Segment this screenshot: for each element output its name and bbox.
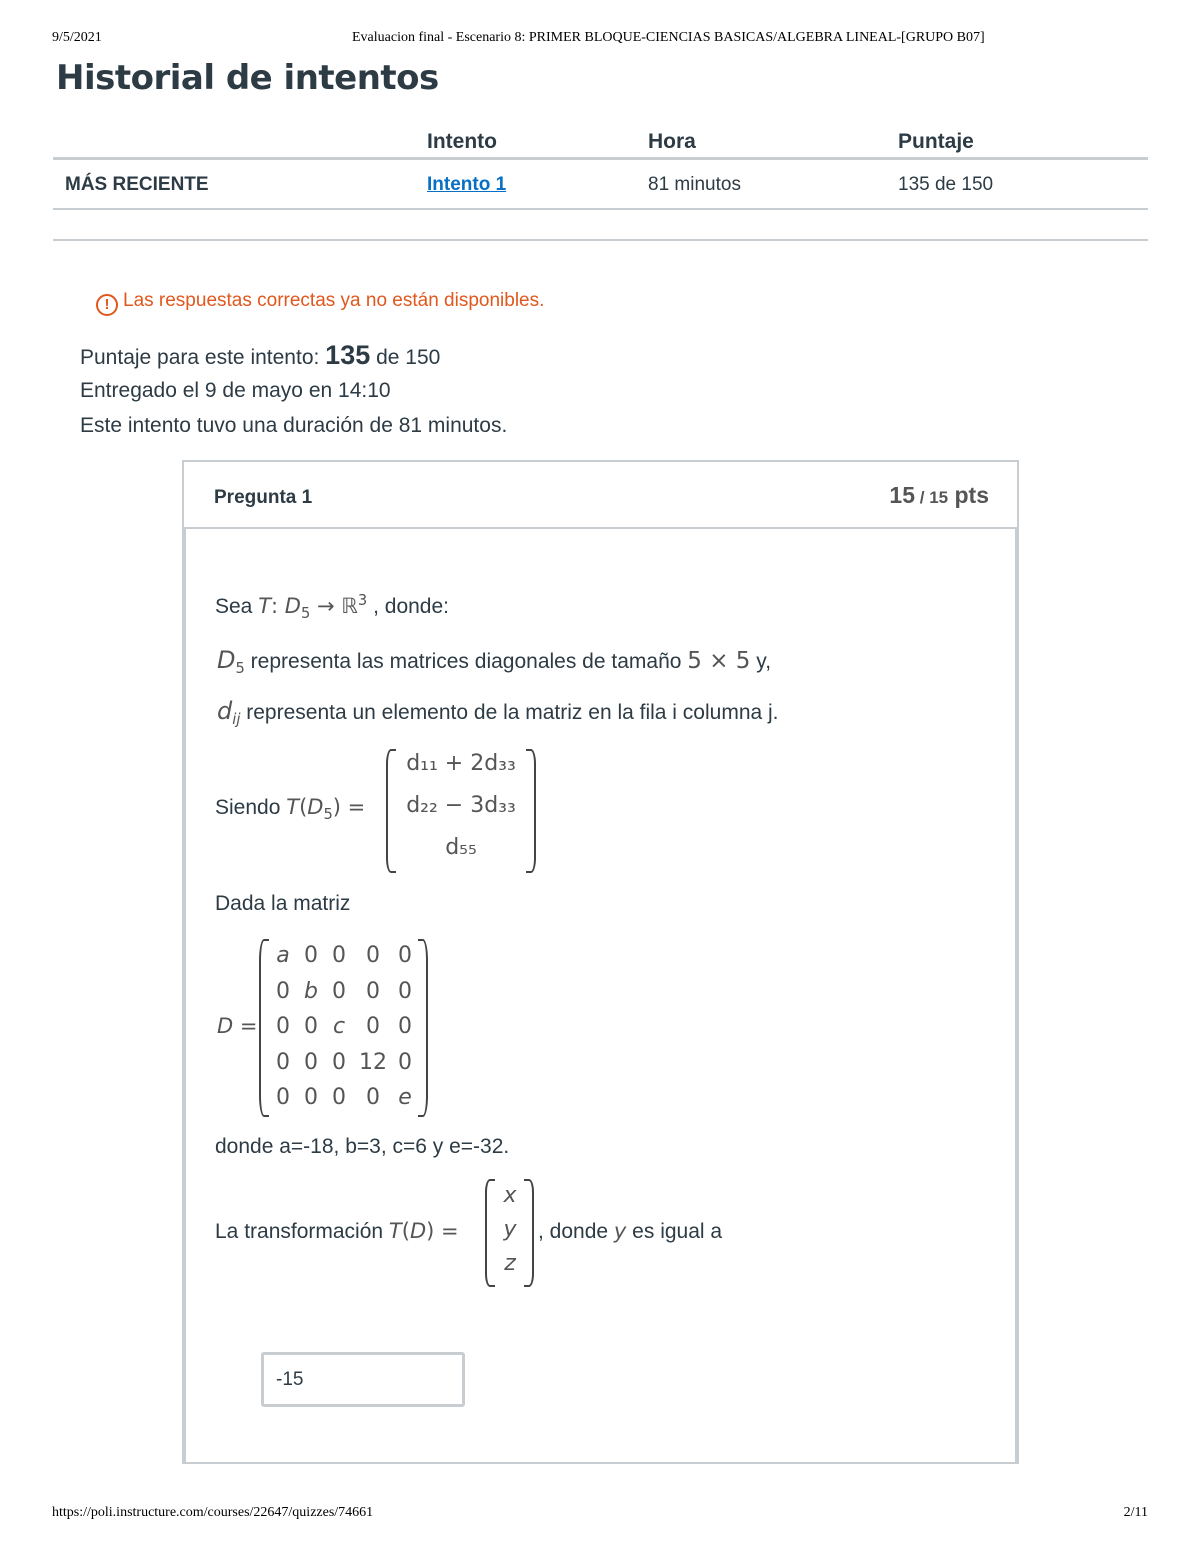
col-header-puntaje: Puntaje: [898, 130, 974, 153]
matrix-cell: 0: [366, 1014, 380, 1039]
matrix-d: [272, 943, 424, 1115]
matrix-cell: 0: [276, 1050, 290, 1075]
question-points: 15 / 15 pts: [889, 482, 989, 508]
warning-icon: !: [96, 294, 118, 316]
math-mapping: T: [258, 594, 272, 618]
question-line-1: Sea T: $D_5$ → ℝ$^3$ , donde:: [215, 592, 449, 623]
answers-unavailable-notice: [96, 290, 544, 316]
answer-field[interactable]: [261, 1352, 465, 1407]
submitted-line: Entregado el 9 de mayo en 14:10: [80, 379, 391, 402]
matrix-cell: b: [304, 979, 318, 1004]
matrix-cell: 0: [304, 1050, 318, 1075]
col-header-intento: Intento: [427, 130, 497, 153]
matrix-cell: c: [332, 1014, 346, 1039]
left-paren: [485, 1179, 495, 1287]
score-value: 135: [325, 340, 371, 370]
right-paren: [524, 1179, 534, 1287]
print-date: 9/5/2021: [52, 30, 102, 45]
matrix-cell: 0: [398, 943, 412, 968]
question-title: Pregunta 1: [214, 487, 313, 508]
answer-value: -15: [276, 1369, 304, 1390]
question-header: [184, 462, 1017, 529]
conditions-line: donde a=-18, b=3, c=6 y e=-32.: [215, 1135, 510, 1158]
matrix-cell: 0: [332, 1050, 346, 1075]
matrix-cell: 0: [332, 979, 346, 1004]
question-line-3: $d_{ij}$ representa un elemento de la matriz en la fila i columna j.: [217, 697, 779, 729]
attempt-summary: [80, 338, 507, 443]
table-row: [53, 160, 1148, 210]
print-doc-title: Evaluacion final - Escenario 8: PRIMER BLOQUE-CIENCIAS BASICAS/ALGEBRA LINEAL-[GRUPO B07]: [352, 30, 985, 45]
transform-line: La transformación T(D) =: [215, 1219, 459, 1243]
attempt-link[interactable]: Intento 1: [427, 174, 507, 195]
attempt-score: 135 de 150: [898, 174, 994, 195]
matrix-cell: 0: [332, 1085, 346, 1110]
matrix-cell: a: [276, 943, 290, 968]
vector-entry: d₁₁ + 2d₃₃: [406, 751, 516, 776]
attempt-time: 81 minutos: [648, 174, 741, 195]
matrix-cell: 0: [304, 943, 318, 968]
right-paren: [526, 749, 536, 873]
given-matrix-label: Dada la matriz: [215, 892, 351, 915]
vector-entry: z: [504, 1251, 516, 1276]
matrix-cell: 0: [332, 943, 346, 968]
vector-entry: x: [503, 1183, 517, 1208]
duration-line: Este intento tuvo una duración de 81 minutos.: [80, 414, 508, 437]
transform-vector: [396, 751, 526, 871]
vector-entry: d₅₅: [445, 835, 477, 860]
print-header: [52, 30, 1148, 50]
matrix-cell: 0: [366, 1085, 380, 1110]
matrix-cell: 0: [398, 1014, 412, 1039]
matrix-cell: 0: [276, 1085, 290, 1110]
matrix-label: D =: [217, 1014, 258, 1038]
matrix-cell: 0: [398, 1050, 412, 1075]
attempts-history-table: [53, 120, 1148, 210]
matrix-cell: 0: [276, 1014, 290, 1039]
matrix-cell: 0: [304, 1085, 318, 1110]
matrix-cell: 0: [366, 943, 380, 968]
question-card: [182, 460, 1019, 1464]
question-line-2: $D_5$ representa las matrices diagonales de tamaño 5 × 5 y,: [217, 646, 772, 678]
question-body: [184, 529, 1017, 1464]
print-page-number: 2/11: [1123, 1505, 1148, 1520]
notice-text: Las respuestas correctas ya no están disponibles.: [123, 290, 545, 311]
left-paren: [259, 939, 269, 1117]
table-header: [53, 120, 1148, 160]
matrix-cell: 0: [398, 979, 412, 1004]
definition-label: Siendo $T(D_5)$ =: [215, 795, 366, 824]
row-label: MÁS RECIENTE: [65, 174, 209, 195]
matrix-cell: 12: [359, 1050, 387, 1075]
vector-entry: y: [503, 1217, 517, 1242]
right-paren: [418, 939, 428, 1117]
print-footer: [52, 1505, 1148, 1525]
transform-question: , donde y es igual a: [538, 1219, 723, 1243]
matrix-cell: e: [398, 1085, 412, 1110]
matrix-cell: 0: [276, 979, 290, 1004]
score-line: Puntaje para este intento: 135 de 150: [80, 340, 441, 370]
matrix-cell: 0: [366, 979, 380, 1004]
left-paren: [386, 749, 396, 873]
matrix-cell: 0: [304, 1014, 318, 1039]
col-header-hora: Hora: [648, 130, 696, 153]
print-url: https://poli.instructure.com/courses/22647/quizzes/74661: [52, 1505, 374, 1520]
vector-entry: d₂₂ − 3d₃₃: [406, 793, 516, 818]
page-title: Historial de intentos: [56, 58, 439, 98]
xyz-vector: [496, 1183, 524, 1287]
divider: [53, 239, 1148, 241]
